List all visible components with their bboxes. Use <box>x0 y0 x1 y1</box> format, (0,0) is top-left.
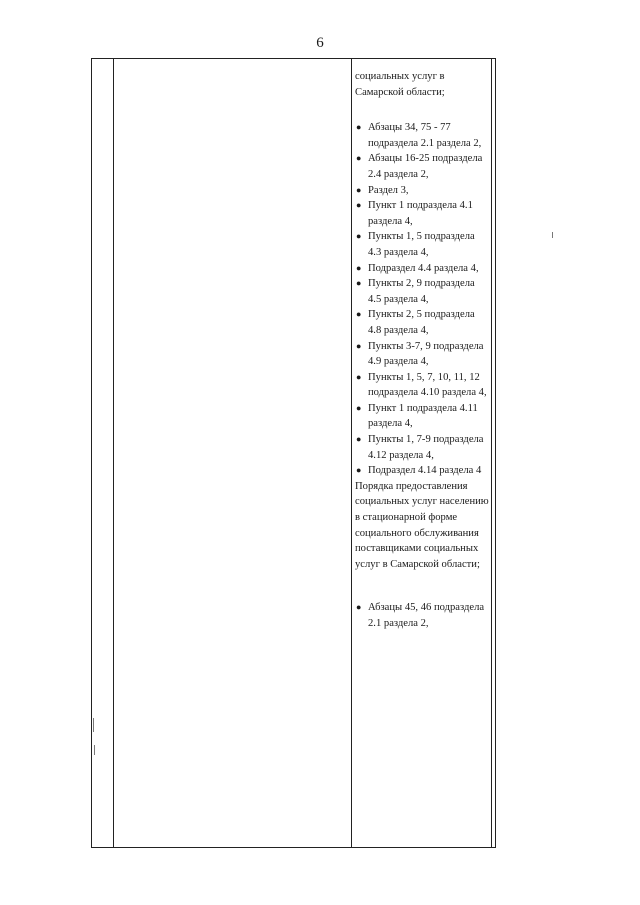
list-item <box>355 463 490 479</box>
list-item-text: Пункты 1, 5 подраздела 4.3 раздела 4, <box>368 231 475 258</box>
list-item-text: Пункты 1, 7-9 подраздела 4.12 раздела 4, <box>368 434 484 461</box>
scan-mark <box>552 232 553 238</box>
list-item <box>355 401 490 432</box>
bullet-icon: ● <box>356 602 362 613</box>
list-item <box>355 307 490 338</box>
bullet-icon: ● <box>356 371 362 382</box>
bullet-icon: ● <box>356 184 362 195</box>
page-number: 6 <box>316 35 324 51</box>
bullet-icon: ● <box>356 309 362 320</box>
cell-text-mid: Порядка предоставления социальных услуг населению в стационарной форме социального обслуживания поставщиками социальных услуг в Самарской области; <box>355 480 489 570</box>
bullet-icon: ● <box>356 340 362 351</box>
list-item-text: Раздел 3, <box>368 184 409 196</box>
list-item <box>355 276 490 307</box>
list-item-text: Абзацы 34, 75 - 77 подраздела 2.1 раздела 2, <box>368 122 482 149</box>
scan-mark <box>93 718 94 732</box>
table-cell-references <box>355 69 490 632</box>
bullet-icon: ● <box>356 434 362 445</box>
bullet-icon: ● <box>356 231 362 242</box>
list-item <box>355 120 490 151</box>
list-item <box>355 183 490 199</box>
table-column-divider <box>351 59 352 847</box>
list-item-text: Пункт 1 подраздела 4.1 раздела 4, <box>368 200 473 227</box>
list-item <box>355 600 490 631</box>
reference-list-a <box>355 120 490 479</box>
list-item-text: Абзацы 45, 46 подраздела 2.1 раздела 2, <box>368 602 485 629</box>
list-item-text: Пункт 1 подраздела 4.11 раздела 4, <box>368 402 478 430</box>
list-item-text: Подраздел 4.14 раздела 4 <box>368 465 482 477</box>
list-item-text: Абзацы 16-25 подраздела 2.4 раздела 2, <box>368 153 483 180</box>
table-column-divider <box>491 59 492 847</box>
list-item-text: Пункты 2, 5 подраздела 4.8 раздела 4, <box>368 309 475 336</box>
list-item-text: Подраздел 4.4 раздела 4, <box>368 262 479 274</box>
list-item-text: Пункты 1, 5, 7, 10, 11, 12 подраздела 4.10 раздела 4, <box>368 371 487 399</box>
scan-mark <box>94 745 95 755</box>
bullet-icon: ● <box>356 122 362 133</box>
bullet-icon: ● <box>356 402 362 413</box>
list-item <box>355 229 490 260</box>
bullet-icon: ● <box>356 262 362 273</box>
bullet-icon: ● <box>356 153 362 164</box>
list-item-text: Пункты 3-7, 9 подраздела 4.9 раздела 4, <box>368 340 484 368</box>
bullet-icon: ● <box>356 278 362 289</box>
cell-text-top: социальных услуг в Самарской области; <box>355 71 445 98</box>
table-column-divider <box>113 59 114 847</box>
bullet-icon: ● <box>356 200 362 211</box>
list-item <box>355 432 490 463</box>
list-item <box>355 370 490 401</box>
bullet-icon: ● <box>356 465 362 476</box>
reference-list-b <box>355 600 490 631</box>
list-item <box>355 151 490 182</box>
list-item-text: Пункты 2, 9 подраздела 4.5 раздела 4, <box>368 278 475 305</box>
list-item <box>355 261 490 277</box>
list-item <box>355 339 490 370</box>
list-item <box>355 198 490 229</box>
